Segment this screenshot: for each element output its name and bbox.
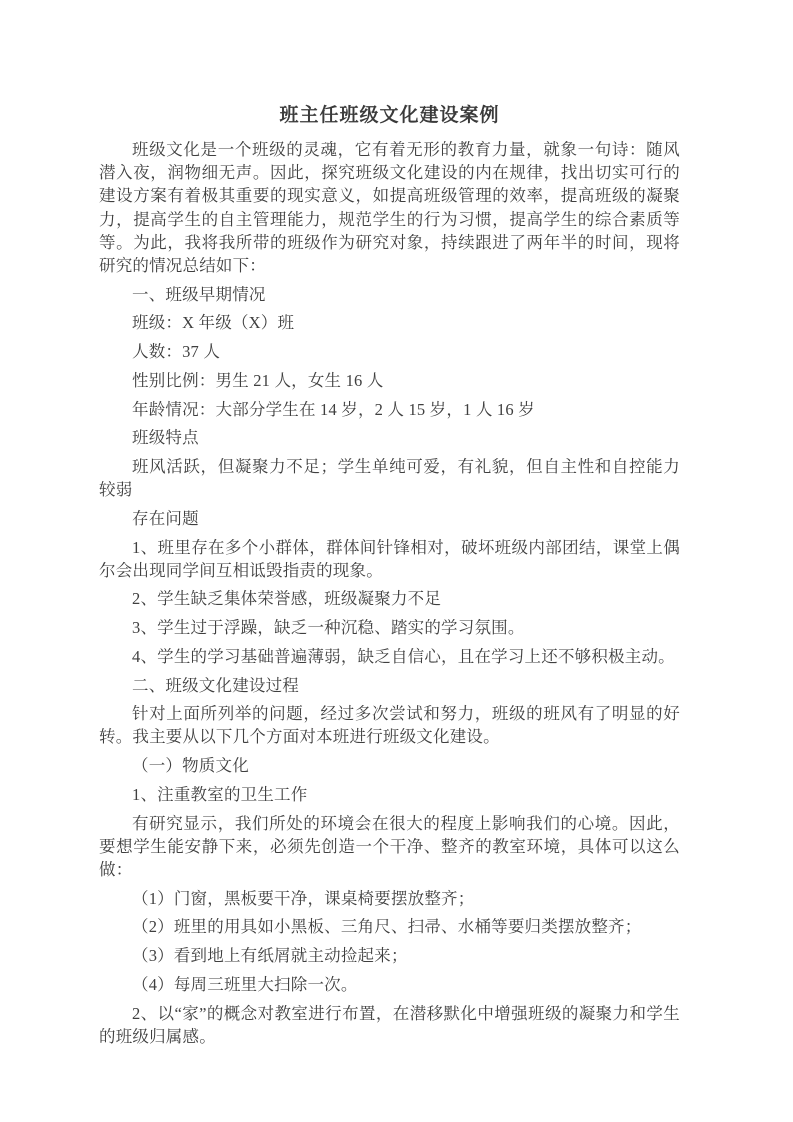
paragraph-traits-detail: 班风活跃，但凝聚力不足；学生单纯可爱，有礼貌，但自主性和自控能力较弱: [99, 456, 680, 500]
heading-class-traits: 班级特点: [132, 428, 199, 448]
paragraph-problem-1: 1、班里存在多个小群体，群体间针锋相对，破坏班级内部团结，课堂上偶尔会出现同学间互相诋毁指责的现象。: [99, 537, 680, 580]
paragraph-section-2-intro: 针对上面所列举的问题，经过多次尝试和努力，班级的班风有了明显的好转。我主要从以下几个方面对本班进行班级文化建设。: [99, 704, 680, 747]
paragraph-measure-3: （3）看到地上有纸屑就主动捡起来；: [132, 946, 408, 966]
document-title: 班主任班级文化建设案例: [279, 105, 500, 126]
paragraph-problem-3: 3、学生过于浮躁，缺乏一种沉稳、踏实的学习氛围。: [132, 618, 525, 638]
paragraph-hygiene-intro: 有研究显示，我们所处的环境会在很大的程度上影响我们的心境。因此，要想学生能安静下来，必须先创造一个干净、整齐的教室环境，具体可以这么做：: [99, 813, 680, 879]
paragraph-class: 班级：X 年级（X）班: [132, 313, 295, 333]
paragraph-intro: 班级文化是一个班级的灵魂，它有着无形的教育力量，就象一句诗：随风潜入夜，润物细无声。因此，探究班级文化建设的内在规律，找出切实可行的建设方案有着极其重要的现实意义，如提高班级管理的效率，提高班级的凝聚力，提高学生的自主管理能力，规范学生的行为习惯，提高学生的综合素质等等。为此，我将我所带的班级作为研究对象，持续跟进了两年半的时间，现将研究的情况总结如下：: [99, 140, 680, 276]
paragraph-measure-4: （4）每周三班里大扫除一次。: [132, 974, 358, 994]
heading-section-1: 一、班级早期情况: [132, 284, 266, 304]
paragraph-problem-2: 2、学生缺乏集体荣誉感，班级凝聚力不足: [132, 589, 442, 609]
paragraph-measure-1: （1）门窗，黑板要干净，课桌椅要摆放整齐；: [132, 888, 475, 908]
heading-hygiene: 1、注重教室的卫生工作: [132, 784, 308, 804]
paragraph-count: 人数：37 人: [132, 342, 221, 362]
heading-material-culture: （一）物质文化: [132, 756, 249, 776]
paragraph-gender-ratio: 性别比例：男生 21 人，女生 16 人: [132, 370, 384, 390]
paragraph-problem-4: 4、学生的学习基础普遍薄弱，缺乏自信心，且在学习上还不够积极主动。: [132, 646, 675, 666]
paragraph-measure-2: （2）班里的用具如小黑板、三角尺、扫帚、水桶等要归类摆放整齐；: [132, 917, 642, 937]
paragraph-age: 年龄情况：大部分学生在 14 岁，2 人 15 岁，1 人 16 岁: [132, 399, 535, 419]
document-body: [99, 138, 680, 1048]
heading-section-2: 二、班级文化建设过程: [132, 675, 299, 695]
heading-problems: 存在问题: [132, 508, 199, 528]
paragraph-home-concept: 2、以“家”的概念对教室进行布置，在潜移默化中增强班级的凝聚力和学生的班级归属感。: [99, 1003, 680, 1046]
